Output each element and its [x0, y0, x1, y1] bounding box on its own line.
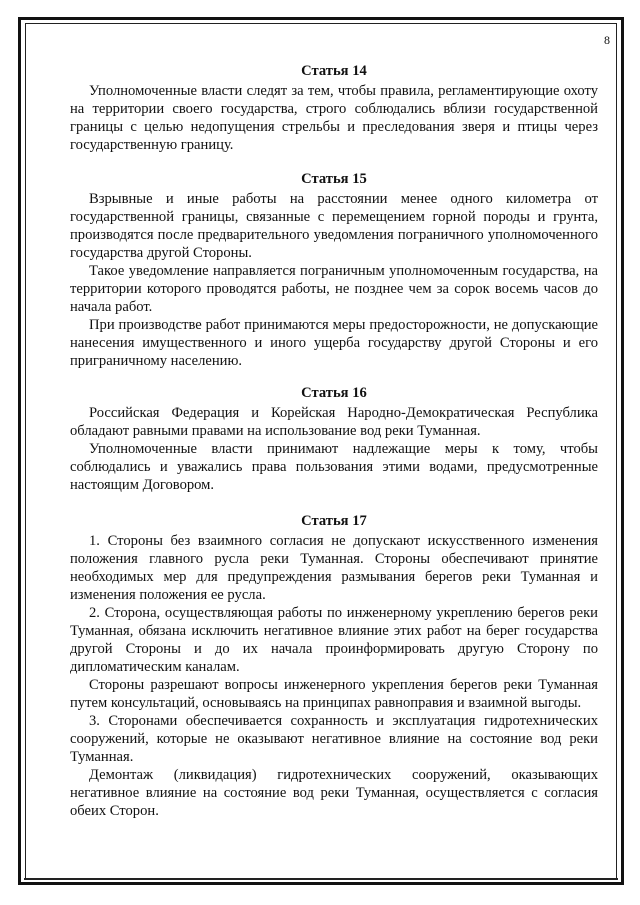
page-border-bottom-line — [24, 878, 618, 880]
article-title: Статья 14 — [301, 63, 367, 79]
article-16 — [70, 384, 598, 494]
article-14 — [70, 62, 598, 154]
article-paragraph: Российская Федерация и Корейская Народно-Демократическая Республика обладают равными правами на использование вод реки Туманная. — [70, 405, 598, 439]
article-paragraph: Уполномоченные власти следят за тем, чтобы правила, регламентирующие охоту на территории своего государства, строго соблюдались вблизи государственной границы с целью недопущения стрельбы и преследования зверя и птицы через государственную границу. — [70, 83, 598, 153]
article-title: Статья 15 — [301, 171, 367, 187]
article-title: Статья 17 — [301, 513, 367, 529]
article-paragraph: 1. Стороны без взаимного согласия не допускают искусственного изменения положения главного русла реки Туманная. Стороны обеспечивают принятие необходимых мер для предупреждения размывания берегов реки Туманная и изменения положения ее русла. — [70, 533, 598, 603]
article-15 — [70, 170, 598, 370]
article-paragraph: 3. Сторонами обеспечивается сохранность и эксплуатация гидротехнических сооружений, которые не оказывают негативное влияние на состояние вод реки Туманная. — [70, 713, 598, 765]
article-paragraph: 2. Сторона, осуществляющая работы по инженерному укреплению берегов реки Туманная, обязана исключить негативное влияние этих работ на берег государства другой Стороны и до их начала проинформировать другую Сторону по дипломатическим каналам. — [70, 605, 598, 675]
article-17 — [70, 512, 598, 820]
page-number: 8 — [604, 33, 610, 47]
article-title: Статья 16 — [301, 385, 367, 401]
article-paragraph: Такое уведомление направляется пограничным уполномоченным государства, на территории которого проводятся работы, не позднее чем за сорок восемь часов до начала работ. — [70, 263, 598, 315]
article-paragraph: Стороны разрешают вопросы инженерного укрепления берегов реки Туманная путем консультаций, основываясь на принципах равноправия и взаимной выгоды. — [70, 677, 598, 711]
article-paragraph: При производстве работ принимаются меры предосторожности, не допускающие нанесения имущественного и иного ущерба государству другой Стороны и его приграничному населению. — [70, 317, 598, 369]
article-paragraph: Демонтаж (ликвидация) гидротехнических сооружений, оказывающих негативное влияние на состояние вод реки Туманная, осуществляется с согласия обеих Сторон. — [70, 767, 598, 819]
article-paragraph: Взрывные и иные работы на расстоянии менее одного километра от государственной границы, связанные с перемещением горной породы и грунта, производятся после предварительного уведомления пограничного уполномоченного государства другой Стороны. — [70, 191, 598, 261]
article-paragraph: Уполномоченные власти принимают надлежащие меры к тому, чтобы соблюдались и уважались права пользования этими водами, предусмотренные настоящим Договором. — [70, 441, 598, 493]
